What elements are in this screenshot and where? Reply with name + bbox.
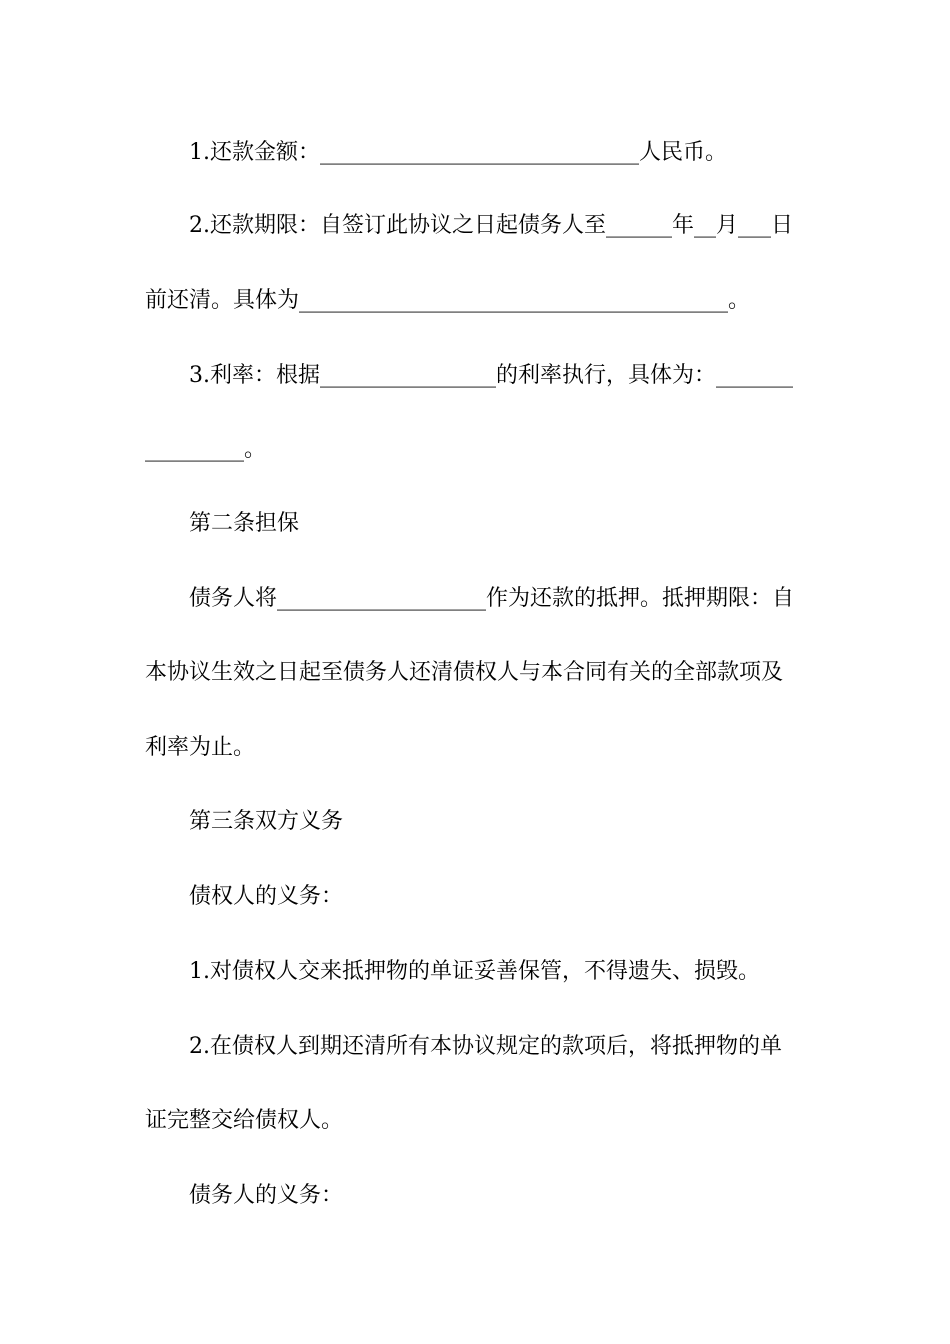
repayment-amount-clause: 1.还款金额：_____________________________人民币。 bbox=[189, 140, 727, 165]
guarantee-paragraph-line-2: 本协议生效之日起至债务人还清债权人与本合同有关的全部款项及 bbox=[145, 660, 784, 685]
repayment-term-clause: 2.还款期限：自签订此协议之日起债务人至______年__月___日 bbox=[189, 213, 793, 238]
creditor-obligation-1: 1.对债权人交来抵押物的单证妥善保管，不得遗失、损毁。 bbox=[189, 959, 760, 984]
interest-rate-clause-continued: _________。 bbox=[145, 437, 267, 462]
repayment-term-clause-continued: 前还清。具体为_______________________________________。 bbox=[145, 288, 751, 313]
article-two-heading: 第二条担保 bbox=[189, 511, 300, 536]
creditor-obligation-2: 2.在债权人到期还清所有本协议规定的款项后，将抵押物的单 bbox=[189, 1034, 782, 1059]
creditor-obligation-2-continued: 证完整交给债权人。 bbox=[145, 1108, 344, 1133]
debtor-obligations-heading: 债务人的义务： bbox=[189, 1183, 344, 1208]
creditor-obligations-heading: 债权人的义务： bbox=[189, 884, 344, 909]
interest-rate-clause: 3.利率：根据________________的利率执行，具体为：_______ bbox=[189, 363, 793, 388]
article-three-heading: 第三条双方义务 bbox=[189, 809, 344, 834]
guarantee-paragraph-line-3: 利率为止。 bbox=[145, 735, 256, 760]
guarantee-paragraph-line-1: 债务人将___________________作为还款的抵押。抵押期限：自 bbox=[189, 586, 795, 611]
